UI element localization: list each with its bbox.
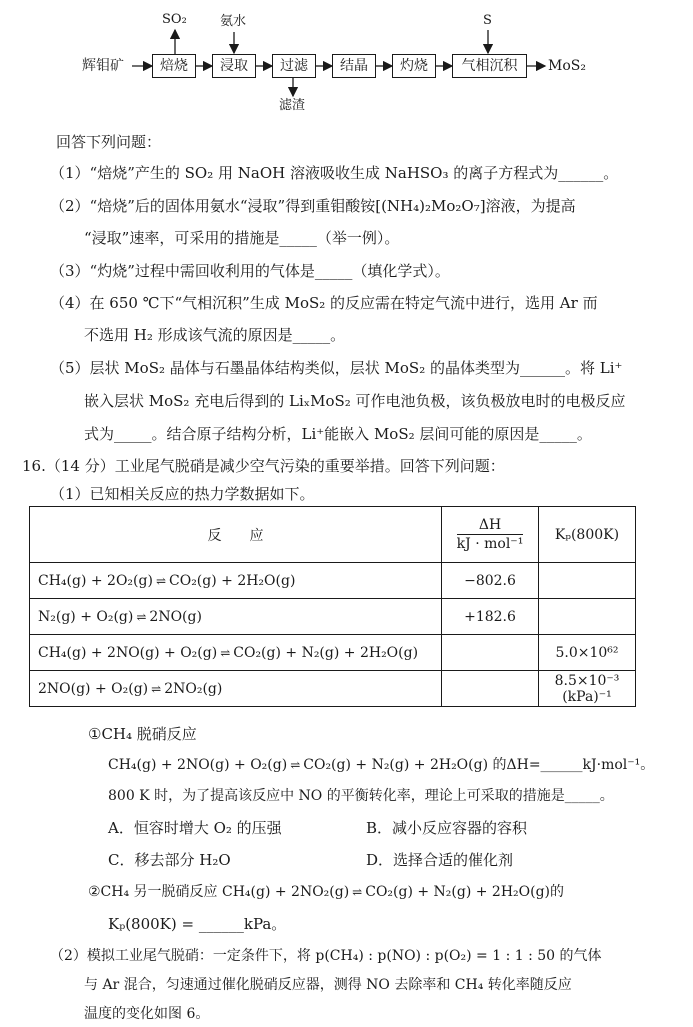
flow-label-sulfur: S (483, 13, 492, 28)
flow-step-leach: 浸取 (212, 54, 256, 78)
table-row (30, 599, 636, 635)
q16-c2-equation: ②CH₄ 另一脱硝反应 CH₄(g) + 2NO₂(g) ⇌ CO₂(g) + N₂(g) + 2H₂O(g)的 (88, 884, 565, 900)
dh-cell (442, 671, 539, 707)
reaction-cell: CH₄(g) + 2O₂(g) ⇌ CO₂(g) + 2H₂O(g) (30, 563, 442, 599)
flow-label-ammonia: 氨水 (220, 14, 247, 29)
equilibrium-icon: ⇌ (151, 681, 162, 696)
flow-label-so2: SO₂ (162, 12, 187, 27)
kp-cell (539, 599, 636, 635)
table-row (30, 563, 636, 599)
reaction-cell: N₂(g) + O₂(g) ⇌ 2NO(g) (30, 599, 442, 635)
table-row (30, 671, 636, 707)
equilibrium-icon: ⇌ (352, 885, 363, 899)
equilibrium-icon: ⇌ (155, 573, 166, 588)
q15-part5-line2: 嵌入层状 MoS₂ 充电后得到的 LiₓMoS₂ 可作电池负极，该负极放电时的电极反应 (84, 392, 626, 410)
kp-cell: 8.5×10⁻³ (kPa)⁻¹ (539, 671, 636, 707)
q16-c1-title: ①CH₄ 脱硝反应 (88, 725, 197, 743)
q15-part5-line1: （5）层状 MoS₂ 晶体与石墨晶体结构类似，层状 MoS₂ 的晶体类型为______。将 Li⁺ (50, 359, 623, 377)
q15-intro: 回答下列问题： (56, 133, 162, 151)
q16-c1-equation: CH₄(g) + 2NO(g) + O₂(g) ⇌ CO₂(g) + N₂(g) + 2H₂O(g) 的ΔH=______kJ·mol⁻¹。 (108, 757, 655, 773)
kp-cell: 5.0×10⁶² (539, 635, 636, 671)
q16-heading: 16.（14 分）工业尾气脱硝是减少空气污染的重要举措。回答下列问题： (22, 457, 505, 475)
reaction-cell: CH₄(g) + 2NO(g) + O₂(g) ⇌ CO₂(g) + N₂(g) + 2H₂O(g) (30, 635, 442, 671)
q16-sub2-line2: 与 Ar 混合，匀速通过催化脱硝反应器，测得 NO 去除率和 CH₄ 转化率随反应 (84, 977, 572, 993)
option-b: B．减小反应容器的容积 (366, 819, 528, 837)
flow-step-calcine: 灼烧 (392, 54, 436, 78)
equilibrium-icon: ⇌ (290, 758, 301, 772)
col-dh-header (442, 507, 539, 563)
q16-sub2-line1: （2）模拟工业尾气脱硝：一定条件下，将 p(CH₄) : p(NO) : p(O₂) = 1 : 1 : 50 的气体 (50, 948, 602, 964)
reaction-cell: 2NO(g) + O₂(g) ⇌ 2NO₂(g) (30, 671, 442, 707)
flow-step-roast: 焙烧 (152, 54, 196, 78)
flow-step-vapor-deposition: 气相沉积 (452, 54, 527, 78)
q16-c1-question: 800 K 时，为了提高该反应中 NO 的平衡转化率，理论上可采取的措施是_____。 (108, 788, 614, 804)
q15-part4-line1: （4）在 650 ℃下“气相沉积”生成 MoS₂ 的反应需在特定气流中进行，选用 Ar 而 (50, 294, 598, 312)
table-header-row (30, 507, 636, 563)
dh-cell: +182.6 (442, 599, 539, 635)
flow-step-filter: 过滤 (272, 54, 316, 78)
q16-sub1: （1）已知相关反应的热力学数据如下。 (50, 485, 315, 503)
q16-c2-kp: Kₚ(800K) = ______kPa。 (108, 915, 287, 933)
q15-part1: （1）“焙烧”产生的 SO₂ 用 NaOH 溶液吸收生成 NaHSO₃ 的离子方程式为______。 (50, 164, 619, 182)
col-kp-header: Kₚ(800K) (539, 507, 636, 563)
q15-part3: （3）“灼烧”过程中需回收利用的气体是_____（填化学式）。 (50, 262, 450, 280)
table-row (30, 635, 636, 671)
flow-raw-material: 辉钼矿 (82, 58, 124, 74)
equilibrium-icon: ⇌ (136, 609, 147, 624)
q15-part5-line3: 式为_____。结合原子结构分析，Li⁺能嵌入 MoS₂ 层间可能的原因是_____。 (84, 425, 592, 443)
thermo-data-table (29, 506, 636, 707)
option-a: A．恒容时增大 O₂ 的压强 (108, 819, 282, 837)
col-reaction-header: 反 应 (30, 507, 442, 563)
flow-product: MoS₂ (548, 58, 586, 74)
dh-symbol: ΔH (457, 516, 524, 535)
kp-cell (539, 563, 636, 599)
q15-part2-line2: “浸取”速率，可采用的措施是_____（举一例）。 (84, 229, 400, 247)
q15-part2-line1: （2）“焙烧”后的固体用氨水“浸取”得到重钼酸铵[(NH₄)₂Mo₂O₇]溶液，为提高 (50, 197, 576, 215)
dh-cell (442, 635, 539, 671)
option-d: D．选择合适的催化剂 (366, 851, 514, 869)
q15-part4-line2: 不选用 H₂ 形成该气流的原因是_____。 (84, 326, 346, 344)
equilibrium-icon: ⇌ (220, 645, 231, 660)
option-c: C．移去部分 H₂O (108, 851, 231, 869)
dh-cell: −802.6 (442, 563, 539, 599)
flow-step-crystallize: 结晶 (332, 54, 376, 78)
flow-label-residue: 滤渣 (279, 98, 306, 113)
q16-sub2-line3: 温度的变化如图 6。 (84, 1006, 210, 1022)
dh-unit: kJ · mol⁻¹ (456, 536, 524, 552)
